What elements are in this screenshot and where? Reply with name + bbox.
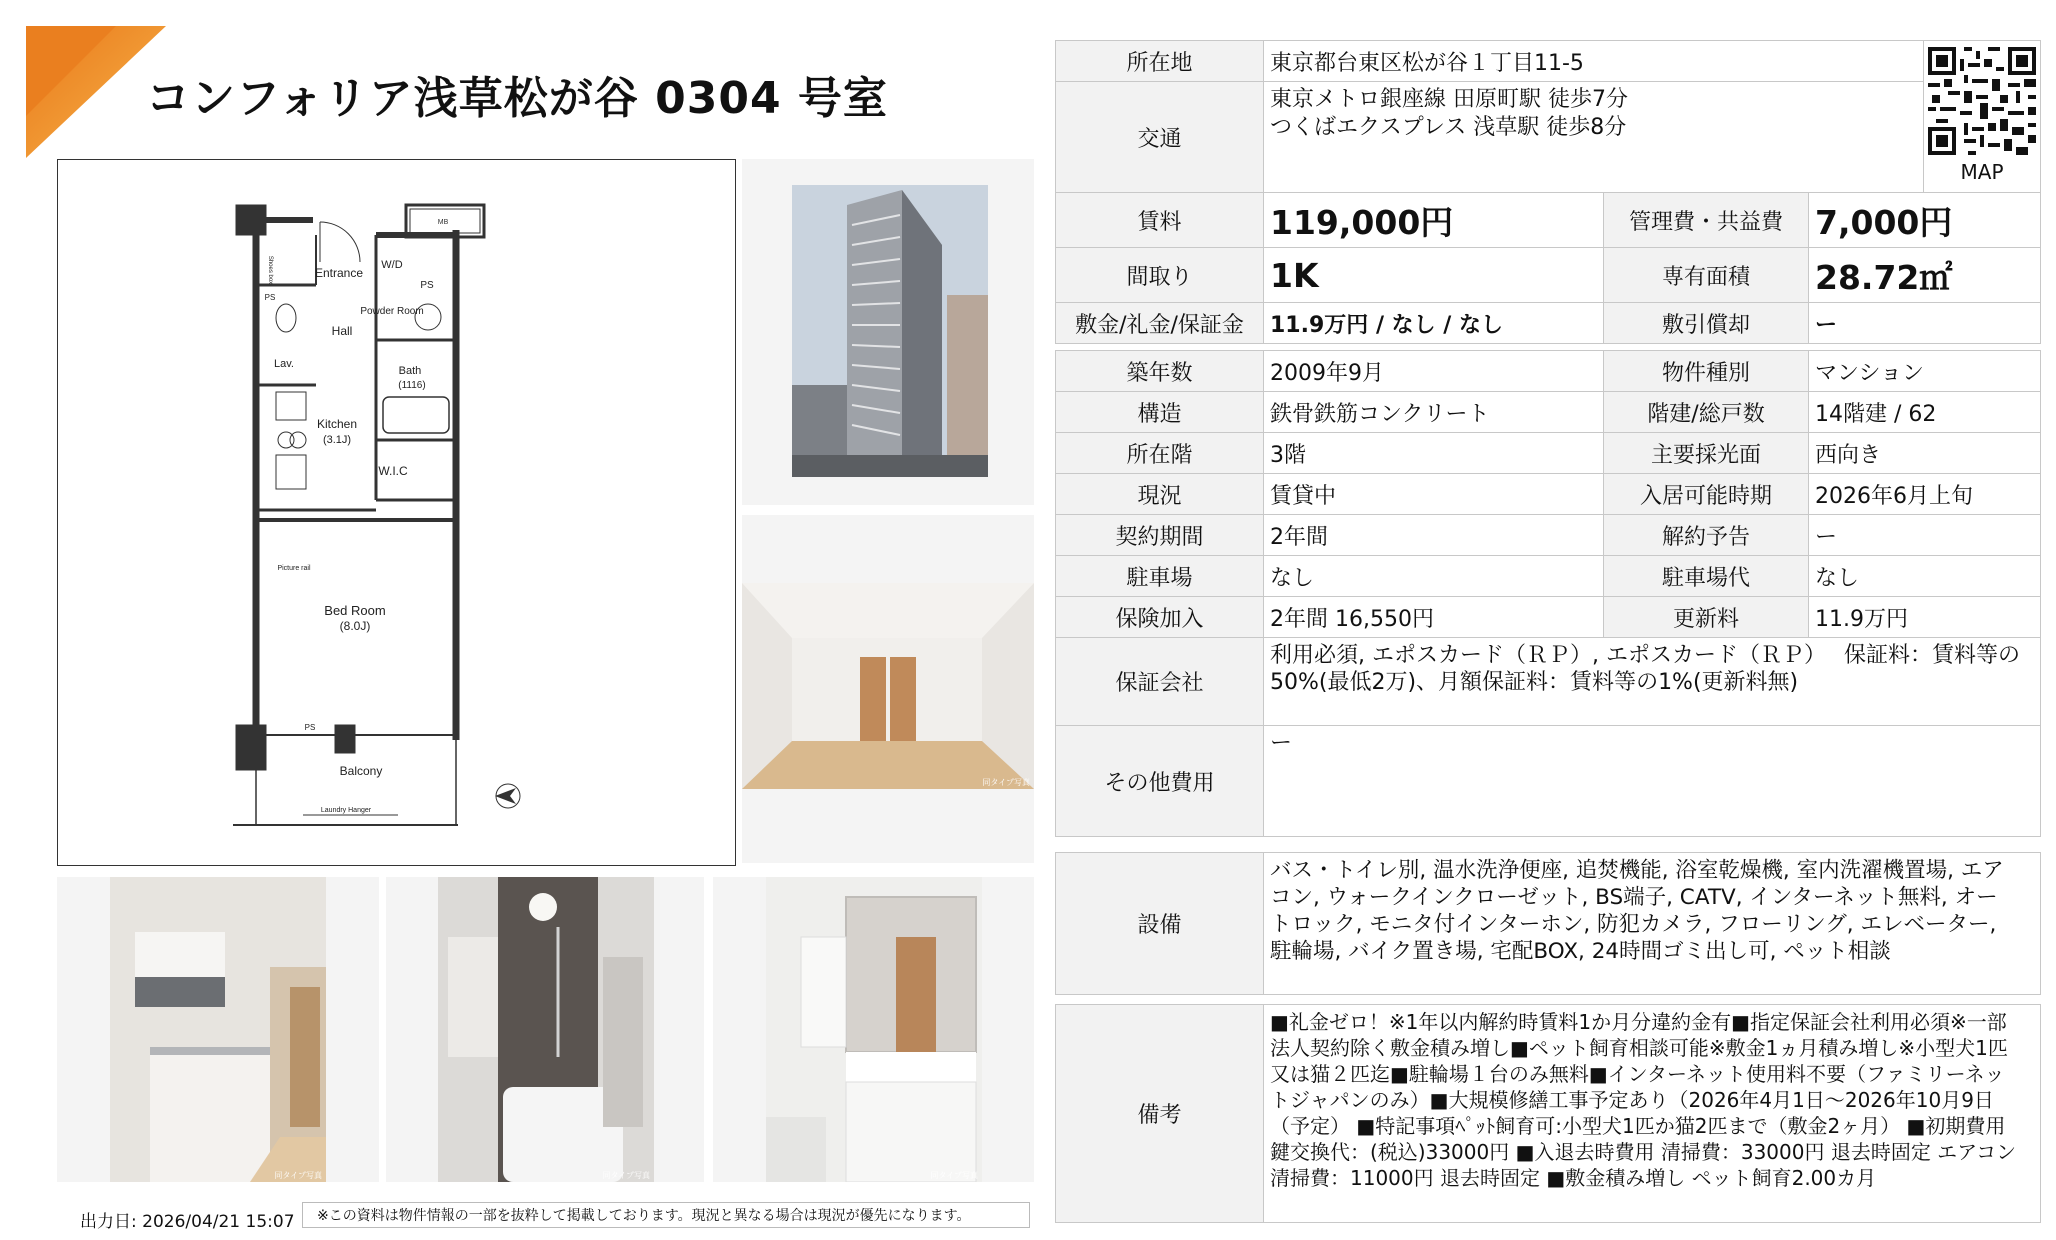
detail-value: 2009年9月 [1264,351,1604,392]
washroom-photo [713,877,1034,1182]
area-value: 28.72㎡ [1809,248,2041,303]
detail-value: 西向き [1809,433,2041,474]
remarks-line: 法人契約除く敷金積み増し■ペット飼育相談可能※敷金1ヵ月積み増し※小型犬1匹 [1270,1036,2008,1060]
layout-value: 1K [1264,248,1604,303]
remarks-line: トジャパンのみ）■大規模修繕工事予定あり（2026年4月1日〜2026年10月9日 [1270,1088,1994,1112]
detail-label: 構造 [1056,392,1264,433]
location-table [1055,40,2041,193]
access-label: 交通 [1056,82,1264,193]
floor-plan-drawing [58,160,735,865]
bedroom-same-type-note: 同タイプ写真 [982,778,1030,787]
fp-hall-label: Hall [331,324,353,338]
fp-bedroom-label: Bed Room [324,603,386,618]
equipment-line: コン, ウォークインクローゼット, BS端子, CATV, インターネット無料, オー [1270,885,1998,910]
output-date: 出力日: 2026/04/21 15:07 [80,1212,295,1232]
building-photo [742,159,1034,505]
fee-value: 7,000円 [1809,193,2041,248]
detail-value: マンション [1809,351,2041,392]
guarantee-line-1: 利用必須, エポスカード（ＲＰ）, エポスカード（ＲＰ） 保証料：賃料等の [1270,643,2020,668]
detail-label: 所在階 [1056,433,1264,474]
fp-bedroom-size: (8.0J) [339,619,371,633]
fp-mb-label: MB [437,219,449,226]
disclaimer-note: ※この資料は物件情報の一部を抜粋して掲載しております。現況と異なる場合は現況が優先になります。 [302,1202,1030,1228]
fp-wic-label: W.I.C [378,464,408,478]
detail-value: 2年間 16,550円 [1264,597,1604,638]
rent-value: 119,000円 [1264,193,1604,248]
deposit-value: 11.9万円 / なし / なし [1264,303,1604,344]
details-table [1055,350,2041,837]
detail-label: 築年数 [1056,351,1264,392]
address-label: 所在地 [1056,41,1264,82]
fp-picture-rail-label: Picture rail [277,565,311,572]
fp-wd-label: W/D [381,259,403,271]
fee-label: 管理費・共益費 [1604,193,1809,248]
equipment-line: バス・トイレ別, 温水洗浄便座, 追焚機能, 浴室乾燥機, 室内洗濯機置場, エア [1270,858,2004,883]
layout-label: 間取り [1056,248,1264,303]
bath-image [438,877,654,1182]
detail-label: 主要採光面 [1604,433,1809,474]
fp-kitchen-label: Kitchen [316,417,358,431]
washroom-image [766,877,982,1182]
detail-value: 3階 [1264,433,1604,474]
fp-kitchen-size: (3.1J) [322,434,352,446]
fp-lav-label: Lav. [274,358,294,370]
other-fees-value: ー [1264,726,2041,837]
guarantee-label: 保証会社 [1056,638,1264,726]
amort-label: 敷引償却 [1604,303,1809,344]
detail-value: 14階建 / 62 [1809,392,2041,433]
fp-bath-label: Bath [398,365,422,377]
detail-value: 11.9万円 [1809,597,2041,638]
fp-ps-label-1: PS [420,280,434,291]
kitchen-photo [57,877,379,1182]
bath-same-type-note: 同タイプ写真 [602,1171,650,1180]
detail-value: なし [1264,556,1604,597]
remarks-label: 備考 [1056,1005,1264,1223]
address-value: 東京都台東区松が谷１丁目11-5 [1264,41,1924,82]
detail-value: なし [1809,556,2041,597]
detail-label: 解約予告 [1604,515,1809,556]
detail-label: 入居可能時期 [1604,474,1809,515]
bedroom-image [742,583,1034,789]
other-fees-label: その他費用 [1056,726,1264,837]
remarks-table [1055,1004,2041,1223]
detail-label: 物件種別 [1604,351,1809,392]
detail-label: 保険加入 [1056,597,1264,638]
rent-label: 賃料 [1056,193,1264,248]
fp-laundry-label: Laundry Hanger [320,807,372,814]
fp-ps-label-2: PS [264,293,276,302]
detail-value: 鉄骨鉄筋コンクリート [1264,392,1604,433]
kitchen-same-type-note: 同タイプ写真 [274,1171,322,1180]
remarks-line: ■礼金ゼロ！※1年以内解約時賃料1か月分違約金有■指定保証会社利用必須※一部 [1270,1010,2007,1034]
kitchen-image [110,877,326,1182]
qr-code-icon[interactable] [1928,47,2036,155]
detail-value: 2年間 [1264,515,1604,556]
equipment-table [1055,852,2041,995]
fp-powder-room-label: Powder Room [360,306,424,317]
detail-label: 階建/総戸数 [1604,392,1809,433]
detail-value: 2026年6月上旬 [1809,474,2041,515]
price-table [1055,192,2041,344]
detail-label: 更新料 [1604,597,1809,638]
equipment-label: 設備 [1056,853,1264,995]
equipment-line: 駐輪場, バイク置き場, 宅配BOX, 24時間ゴミ出し可, ペット相談 [1270,939,1891,964]
building-image [792,185,988,477]
fp-ps-label-3: PS [304,723,316,732]
fp-balcony-label: Balcony [339,764,383,778]
corner-accent [26,26,166,158]
remarks-line: 鍵交換代：(税込)33000円 ■入退去時費用 清掃費：33000円 退去時固定 エアコン [1270,1140,2017,1164]
property-title: コンフォリア浅草松が谷 0304 号室 [146,73,888,124]
amort-value: ー [1809,303,2041,344]
access-line-1: 東京メトロ銀座線 田原町駅 徒歩7分 [1270,87,1628,112]
floor-plan [57,159,736,866]
access-line-2: つくばエクスプレス 浅草駅 徒歩8分 [1270,115,1627,140]
remarks-line: 又は猫２匹迄■駐輪場１台のみ無料■インターネット使用料不要（ファミリーネッ [1270,1062,2005,1086]
detail-label: 駐車場代 [1604,556,1809,597]
remarks-line: 清掃費：11000円 退去時固定 ■敷金積み増し ペット飼育2.00カ月 [1270,1166,1877,1190]
detail-label: 現況 [1056,474,1264,515]
fp-entrance-label: Entrance [314,266,364,280]
equipment-line: トロック, モニタ付インターホン, 防犯カメラ, フローリング, エレベーター, [1270,912,1997,937]
detail-value: 賃貸中 [1264,474,1604,515]
bath-photo [386,877,704,1182]
detail-label: 駐車場 [1056,556,1264,597]
remarks-line: （予定） ■特記事項ﾍﾟｯﾄ飼育可:小型犬1匹か猫2匹まで（敷金2ヶ月） ■初期費用 [1270,1114,2006,1138]
washroom-same-type-note: 同タイプ写真 [930,1171,978,1180]
detail-label: 契約期間 [1056,515,1264,556]
guarantee-line-2: 50%(最低2万)、月額保証料：賃料等の1%(更新料無) [1270,670,1799,695]
map-label[interactable]: MAP [1960,160,2004,184]
area-label: 専有面積 [1604,248,1809,303]
fp-shoes-label: Shoes box [267,255,273,285]
detail-value: ー [1809,515,2041,556]
deposit-label: 敷金/礼金/保証金 [1056,303,1264,344]
fp-bath-size: (1116) [398,380,426,391]
map-qr-cell[interactable] [1924,41,2041,193]
bedroom-photo [742,515,1034,863]
